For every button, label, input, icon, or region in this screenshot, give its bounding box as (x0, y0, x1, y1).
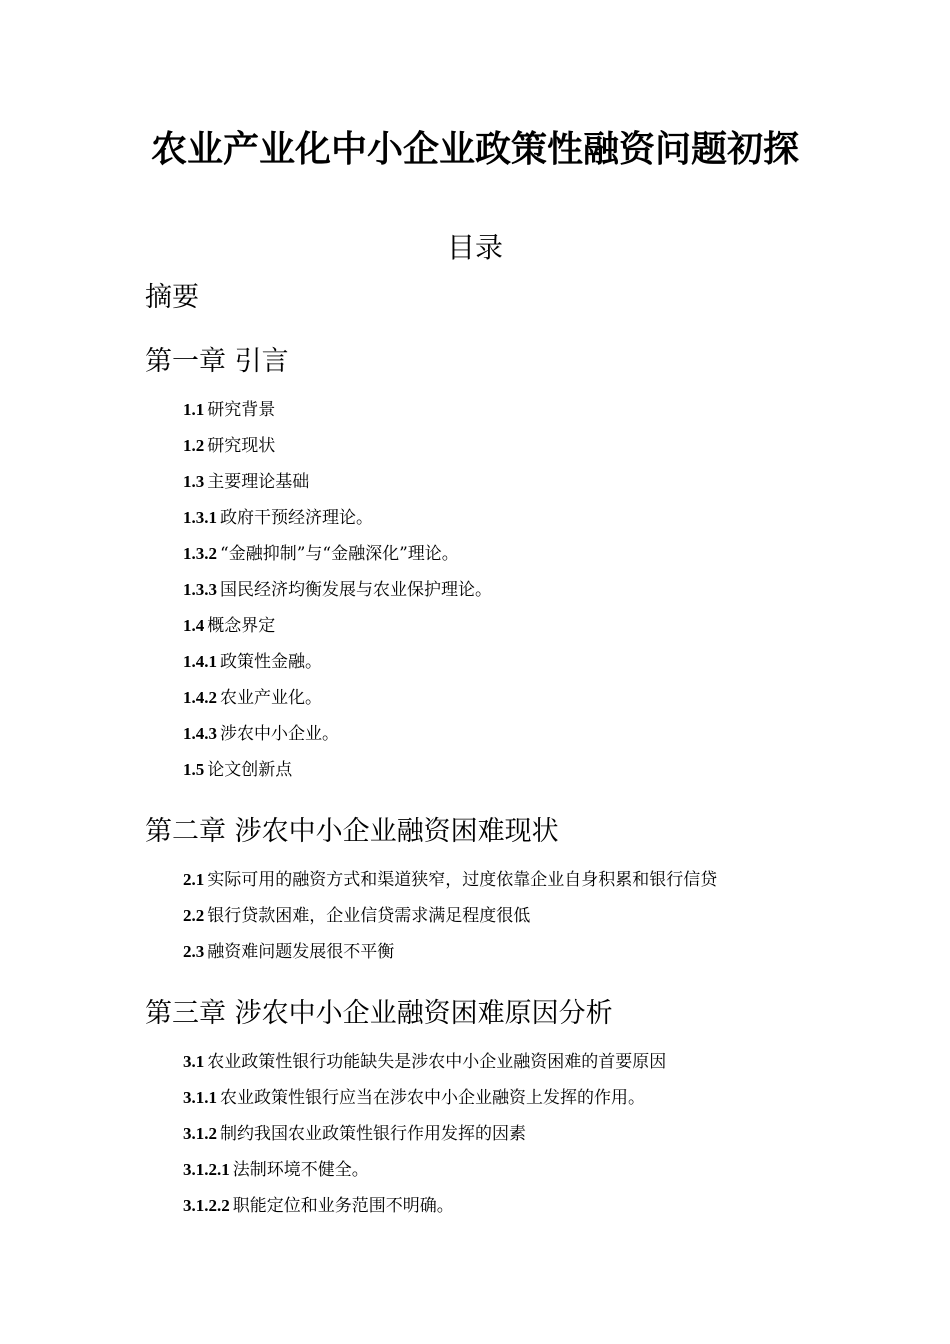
toc-item-number: 1.3.3 (183, 580, 217, 599)
document-title: 农业产业化中小企业政策性融资问题初探 (150, 129, 799, 170)
toc-item[interactable] (145, 644, 845, 680)
toc-item-number: 3.1.1 (183, 1088, 217, 1107)
toc-item-text: 政府干预经济理论。 (220, 508, 373, 528)
toc-item-text: 研究现状 (207, 436, 276, 456)
toc-item[interactable] (145, 1080, 845, 1116)
toc-item[interactable] (145, 1152, 845, 1188)
toc-item[interactable] (145, 680, 845, 716)
toc-item-text: 农业产业化。 (220, 688, 322, 708)
toc-item[interactable] (145, 536, 845, 572)
toc-item-number: 1.4.3 (183, 724, 217, 743)
toc-item-text: 融资难问题发展很不平衡 (207, 942, 395, 962)
toc-item[interactable] (145, 1188, 845, 1224)
toc-item[interactable] (145, 898, 845, 934)
toc-item[interactable] (145, 608, 845, 644)
toc-abstract[interactable]: 摘要 (145, 282, 199, 313)
table-of-contents (145, 276, 845, 1224)
toc-item-number: 3.1.2.2 (183, 1196, 230, 1215)
toc-item-text: 论文创新点 (207, 760, 293, 780)
toc-item-number: 1.3 (183, 472, 205, 491)
toc-item[interactable] (145, 464, 845, 500)
toc-item[interactable] (145, 1044, 845, 1080)
toc-item-text: 政策性金融。 (220, 652, 322, 672)
toc-chapter-1[interactable]: 第一章 引言 (145, 346, 289, 377)
toc-item-text: 实际可用的融资方式和渠道狭窄，过度依靠企业自身积累和银行信贷 (207, 870, 718, 890)
toc-item-number: 3.1.2.1 (183, 1160, 230, 1179)
toc-item-text: 研究背景 (207, 400, 276, 420)
toc-item-text: 涉农中小企业。 (220, 724, 339, 744)
toc-item-number: 1.4.2 (183, 688, 217, 707)
toc-item-text: 概念界定 (207, 616, 276, 636)
toc-item-number: 2.2 (183, 906, 205, 925)
toc-heading: 目录 (446, 231, 503, 264)
toc-item-number: 3.1.2 (183, 1124, 217, 1143)
toc-item-number: 1.4 (183, 616, 205, 635)
toc-item-text: 银行贷款困难，企业信贷需求满足程度很低 (207, 906, 531, 926)
toc-item-number: 3.1 (183, 1052, 205, 1071)
toc-item-text: 国民经济均衡发展与农业保护理论。 (220, 580, 492, 600)
toc-item-text: 制约我国农业政策性银行作用发挥的因素 (220, 1124, 526, 1144)
toc-item-number: 1.3.1 (183, 508, 217, 527)
toc-item-number: 1.2 (183, 436, 205, 455)
toc-chapter-3[interactable]: 第三章 涉农中小企业融资困难原因分析 (145, 998, 613, 1029)
toc-item-number: 1.5 (183, 760, 205, 779)
toc-item[interactable] (145, 716, 845, 752)
toc-item-number: 1.1 (183, 400, 205, 419)
toc-item[interactable] (145, 392, 845, 428)
toc-item-text: 农业政策性银行功能缺失是涉农中小企业融资困难的首要原因 (207, 1052, 667, 1072)
toc-item-number: 2.3 (183, 942, 205, 961)
toc-item-text: 职能定位和业务范围不明确。 (232, 1196, 454, 1216)
toc-chapters (145, 342, 845, 1224)
toc-item[interactable] (145, 752, 845, 788)
toc-item-number: 1.4.1 (183, 652, 217, 671)
toc-item-number: 2.1 (183, 870, 205, 889)
toc-item[interactable] (145, 1116, 845, 1152)
toc-item[interactable] (145, 862, 845, 898)
toc-item[interactable] (145, 500, 845, 536)
toc-item[interactable] (145, 572, 845, 608)
toc-item-text: 农业政策性银行应当在涉农中小企业融资上发挥的作用。 (220, 1088, 645, 1108)
toc-item-text: “金融抑制”与“金融深化”理论。 (220, 544, 459, 564)
toc-item[interactable] (145, 428, 845, 464)
toc-chapter-2[interactable]: 第二章 涉农中小企业融资困难现状 (145, 816, 559, 847)
toc-item[interactable] (145, 934, 845, 970)
toc-item-text: 主要理论基础 (207, 472, 310, 492)
toc-item-number: 1.3.2 (183, 544, 217, 563)
toc-item-text: 法制环境不健全。 (232, 1160, 369, 1180)
